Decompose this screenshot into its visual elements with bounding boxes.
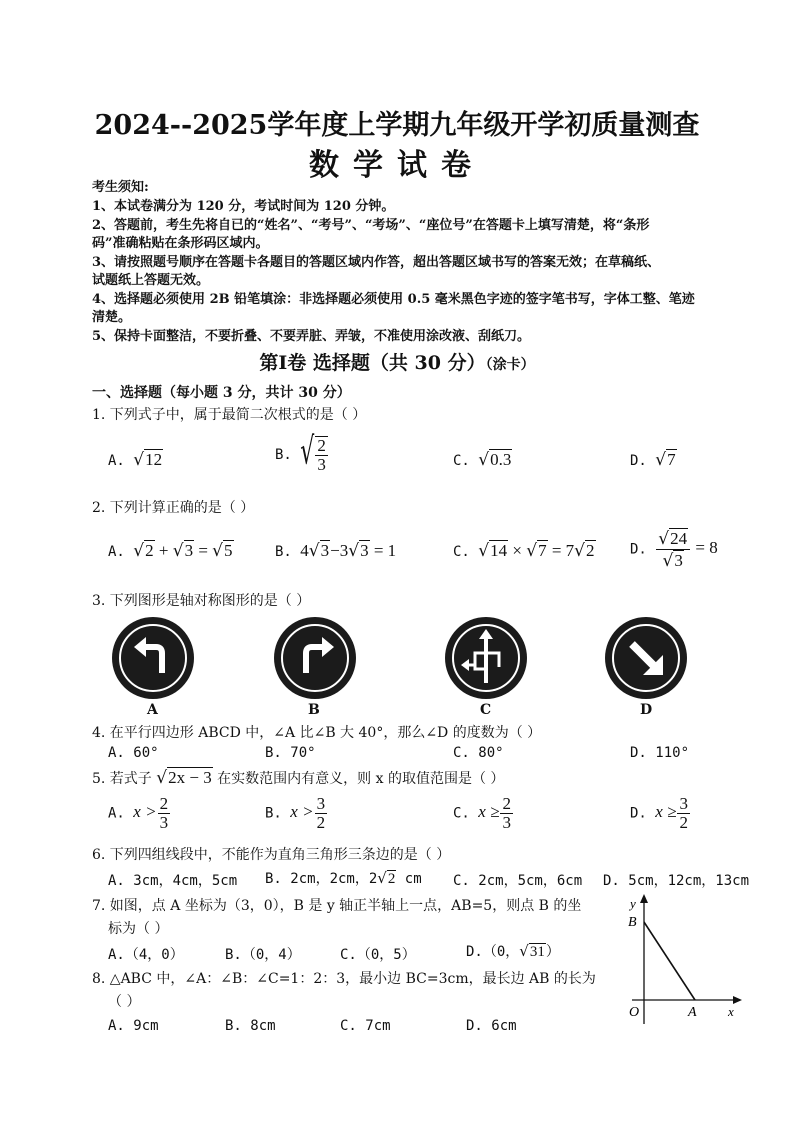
q6-option-c: C. 2cm，5cm，6cm — [453, 873, 583, 889]
q7-stem-line1: 7. 如图，点 A 坐标为（3，0），B 是 y 轴正半轴上一点，AB=5，则点 B 的坐 — [92, 898, 582, 914]
q2-c-rad2: 7 — [538, 541, 547, 560]
segment-ab — [644, 922, 695, 1000]
q5-a-rel: x > — [133, 802, 157, 822]
sign-label-d: D — [640, 702, 653, 718]
notice-line: 3、请按照题号顺序在答题卡各题目的答题区域内作答，超出答题区域书写的答案无效；在草稿纸、 — [92, 255, 661, 270]
sign-label-a: A — [147, 702, 158, 718]
q5-d-label: D. — [630, 805, 647, 822]
q1-b-label: B. — [275, 446, 292, 463]
q5-b-rel: x > — [290, 802, 314, 822]
q2-b-rad1: 3 — [320, 541, 330, 560]
turn-right-arrow-icon — [274, 617, 356, 699]
q2-stem: 2. 下列计算正确的是（ ） — [92, 500, 255, 516]
sign-label-b: B — [308, 702, 320, 718]
exam-title: 2024--2025学年度上学期九年级开学初质量测查 — [94, 110, 700, 141]
notice-line: 1、本试卷满分为 120 分，考试时间为 120 分钟。 — [92, 199, 395, 214]
q8-stem-line2: （ ） — [108, 994, 141, 1010]
q5-d-num: 3 — [679, 794, 688, 813]
q5-option-d — [630, 795, 691, 832]
notice-heading: 考生须知: — [92, 180, 149, 195]
q5-d-den: 2 — [679, 812, 688, 832]
q6-stem: 6. 下列四组线段中，不能作为直角三角形三条边的是（ ） — [92, 847, 451, 863]
q1-b-numerator: 2 — [317, 436, 326, 455]
down-right-arrow-icon — [605, 617, 687, 699]
q5-option-a — [108, 795, 171, 832]
q7-d-post: ） — [545, 944, 560, 960]
part-heading: 一、选择题（每小题 3 分，共计 30 分） — [92, 385, 351, 401]
label-o: O — [629, 1005, 640, 1020]
notice-line: 码”准确粘贴在条形码区域内。 — [92, 236, 269, 251]
q2-option-c: C. √14 × √7 = 7√2 — [453, 541, 595, 561]
q4-option-c: C. 80° — [453, 745, 504, 761]
q5-c-num: 2 — [502, 794, 511, 813]
q6-b-post: cm — [396, 871, 422, 887]
q2-a-label: A. — [108, 544, 125, 560]
q2-a-eq: = — [198, 541, 208, 560]
q8-stem-line1: 8. △ABC 中，∠A：∠B：∠C=1：2：3，最小边 BC=3cm，最长边 AB 的长为 — [92, 971, 596, 987]
notice-line: 试题纸上答题无效。 — [92, 273, 210, 288]
q5-stem: 5. 若式子 √2x − 3 在实数范围内有意义，则 x 的取值范围是（ ） — [92, 768, 505, 788]
q5-a-num: 2 — [159, 794, 169, 813]
q2-c-rad1: 14 — [490, 541, 508, 560]
q5-b-num: 3 — [316, 794, 326, 813]
q1-option-a: A. √12 — [108, 450, 163, 470]
q6-b-pre: B. 2cm，2cm，2 — [265, 871, 378, 887]
q4-option-d: D. 110° — [630, 745, 690, 761]
q1-b-denominator: 3 — [317, 454, 326, 474]
q2-b-rad2: 3 — [360, 541, 369, 560]
q5-c-den: 3 — [502, 812, 511, 832]
label-y: y — [630, 896, 636, 911]
q2-c-label: C. — [453, 544, 470, 560]
traffic-sign-b — [274, 617, 356, 699]
q2-option-b: B. 4√3−3√3 = 1 — [275, 541, 397, 561]
q7-stem-line2: 标为（ ） — [108, 921, 169, 937]
q2-b-rhs: = 1 — [373, 541, 397, 560]
x-axis-arrow-icon — [733, 996, 742, 1004]
q1-option-d: D. √7 — [630, 450, 676, 470]
q1-d-radicand: 7 — [667, 450, 676, 469]
q5-option-c — [453, 795, 514, 832]
q2-d-rhs: = 8 — [695, 538, 718, 558]
notice-line: 4、选择题必须使用 2B 铅笔填涂：非选择题必须使用 0.5 毫米黑色字迹的签字笔书写，字体工整、笔迹 — [92, 292, 695, 307]
q2-option-d: D. $\frac{√24}{√3}$ = 8 — [630, 529, 718, 571]
q5-c-rel: x ≥ — [478, 802, 500, 822]
notice-line: 5、保持卡面整洁，不要折叠、不要弄脏、弄皱，不准使用涂改液、刮纸刀。 — [92, 329, 531, 344]
traffic-sign-a — [112, 617, 194, 699]
q5-stem-radicand: 2x − 3 — [168, 768, 212, 787]
q7-coordinate-figure — [620, 892, 750, 1030]
traffic-sign-c — [445, 617, 527, 699]
notice-line: 清楚。 — [92, 310, 132, 325]
q1-a-radicand: 12 — [145, 450, 163, 469]
q2-c-rad3: 2 — [586, 541, 595, 560]
q7-option-d: D.（0，√31） — [466, 942, 560, 960]
label-x: x — [728, 1004, 734, 1019]
q1-c-label: C. — [453, 453, 470, 469]
q1-stem: 1. 下列式子中，属于最简二次根式的是（ ） — [92, 407, 367, 423]
turn-left-arrow-icon — [112, 617, 194, 699]
q2-c-eq: = 7 — [551, 541, 575, 560]
q1-a-label: A. — [108, 453, 125, 469]
q8-option-b: B. 8cm — [225, 1018, 276, 1034]
sign-label-c: C — [480, 702, 492, 718]
q5-a-label: A. — [108, 805, 125, 822]
notice-line: 2、答题前，考生先将自已的“姓名”、“考号”、“考场”、“座位号”在答题卡上填写清楚，将“条形 — [92, 218, 650, 233]
q2-b-minus: −3 — [330, 541, 349, 560]
exam-subtitle: 数学试卷 — [309, 148, 485, 183]
q2-a-rad1: 2 — [145, 541, 154, 560]
q4-stem: 4. 在平行四边形 ABCD 中，∠A 比∠B 大 40°，那么∠D 的度数为（ ） — [92, 725, 542, 741]
q5-d-rel: x ≥ — [655, 802, 677, 822]
q5-option-b — [265, 795, 328, 832]
q1-option-c: C. √0.3 — [453, 450, 512, 470]
q6-option-d: D. 5cm，12cm，13cm — [603, 873, 750, 889]
section-title-text: 第Ⅰ卷 选择题（共 30 分） — [259, 352, 486, 374]
section-note: （涂卡） — [485, 357, 535, 373]
label-b: B — [628, 915, 637, 930]
q2-b-coef: 4 — [300, 541, 309, 560]
section-title — [0, 348, 794, 375]
q7-option-b: B.（0，4） — [225, 947, 301, 963]
q2-option-a: A. √2 + √3 = √5 — [108, 541, 233, 561]
q6-option-a: A. 3cm，4cm，5cm — [108, 873, 238, 889]
q5-a-den: 3 — [159, 812, 169, 832]
q7-d-radicand: 31 — [529, 944, 545, 960]
q2-a-rad3: 5 — [224, 541, 233, 560]
q2-a-plus: + — [158, 541, 169, 560]
q6-b-radicand: 2 — [387, 871, 396, 887]
q2-b-label: B. — [275, 544, 292, 560]
q5-stem-post: 在实数范围内有意义，则 x 的取值范围是（ ） — [217, 771, 505, 787]
q6-option-b: B. 2cm，2cm，2√2 cm — [265, 869, 422, 887]
q5-stem-pre: 5. 若式子 — [92, 771, 152, 787]
q3-stem: 3. 下列图形是轴对称图形的是（ ） — [92, 593, 311, 609]
q7-d-pre: D.（0， — [466, 944, 520, 960]
q1-option-b: B. √ $\frac{2}{3}$ — [275, 431, 326, 474]
traffic-sign-d — [605, 617, 687, 699]
q1-d-label: D. — [630, 453, 647, 469]
y-axis-arrow-icon — [640, 894, 648, 903]
split-left-straight-arrow-icon — [445, 617, 527, 699]
q5-c-label: C. — [453, 805, 470, 822]
q4-option-b: B. 70° — [265, 745, 316, 761]
q7-option-c: C.（0，5） — [340, 947, 416, 963]
q2-a-rad2: 3 — [184, 541, 194, 560]
q5-b-label: B. — [265, 805, 282, 822]
q2-d-denominator: 3 — [674, 550, 683, 570]
q2-c-times: × — [512, 541, 522, 560]
q1-c-radicand: 0.3 — [490, 450, 512, 469]
q2-d-numerator: 24 — [670, 529, 688, 548]
q7-option-a: A.（4，0） — [108, 947, 184, 963]
q2-d-label: D. — [630, 541, 647, 558]
q5-b-den: 2 — [316, 812, 326, 832]
label-a: A — [688, 1005, 697, 1020]
q8-option-d: D. 6cm — [466, 1018, 517, 1034]
q8-option-a: A. 9cm — [108, 1018, 159, 1034]
q4-option-a: A. 60° — [108, 745, 159, 761]
q8-option-c: C. 7cm — [340, 1018, 391, 1034]
